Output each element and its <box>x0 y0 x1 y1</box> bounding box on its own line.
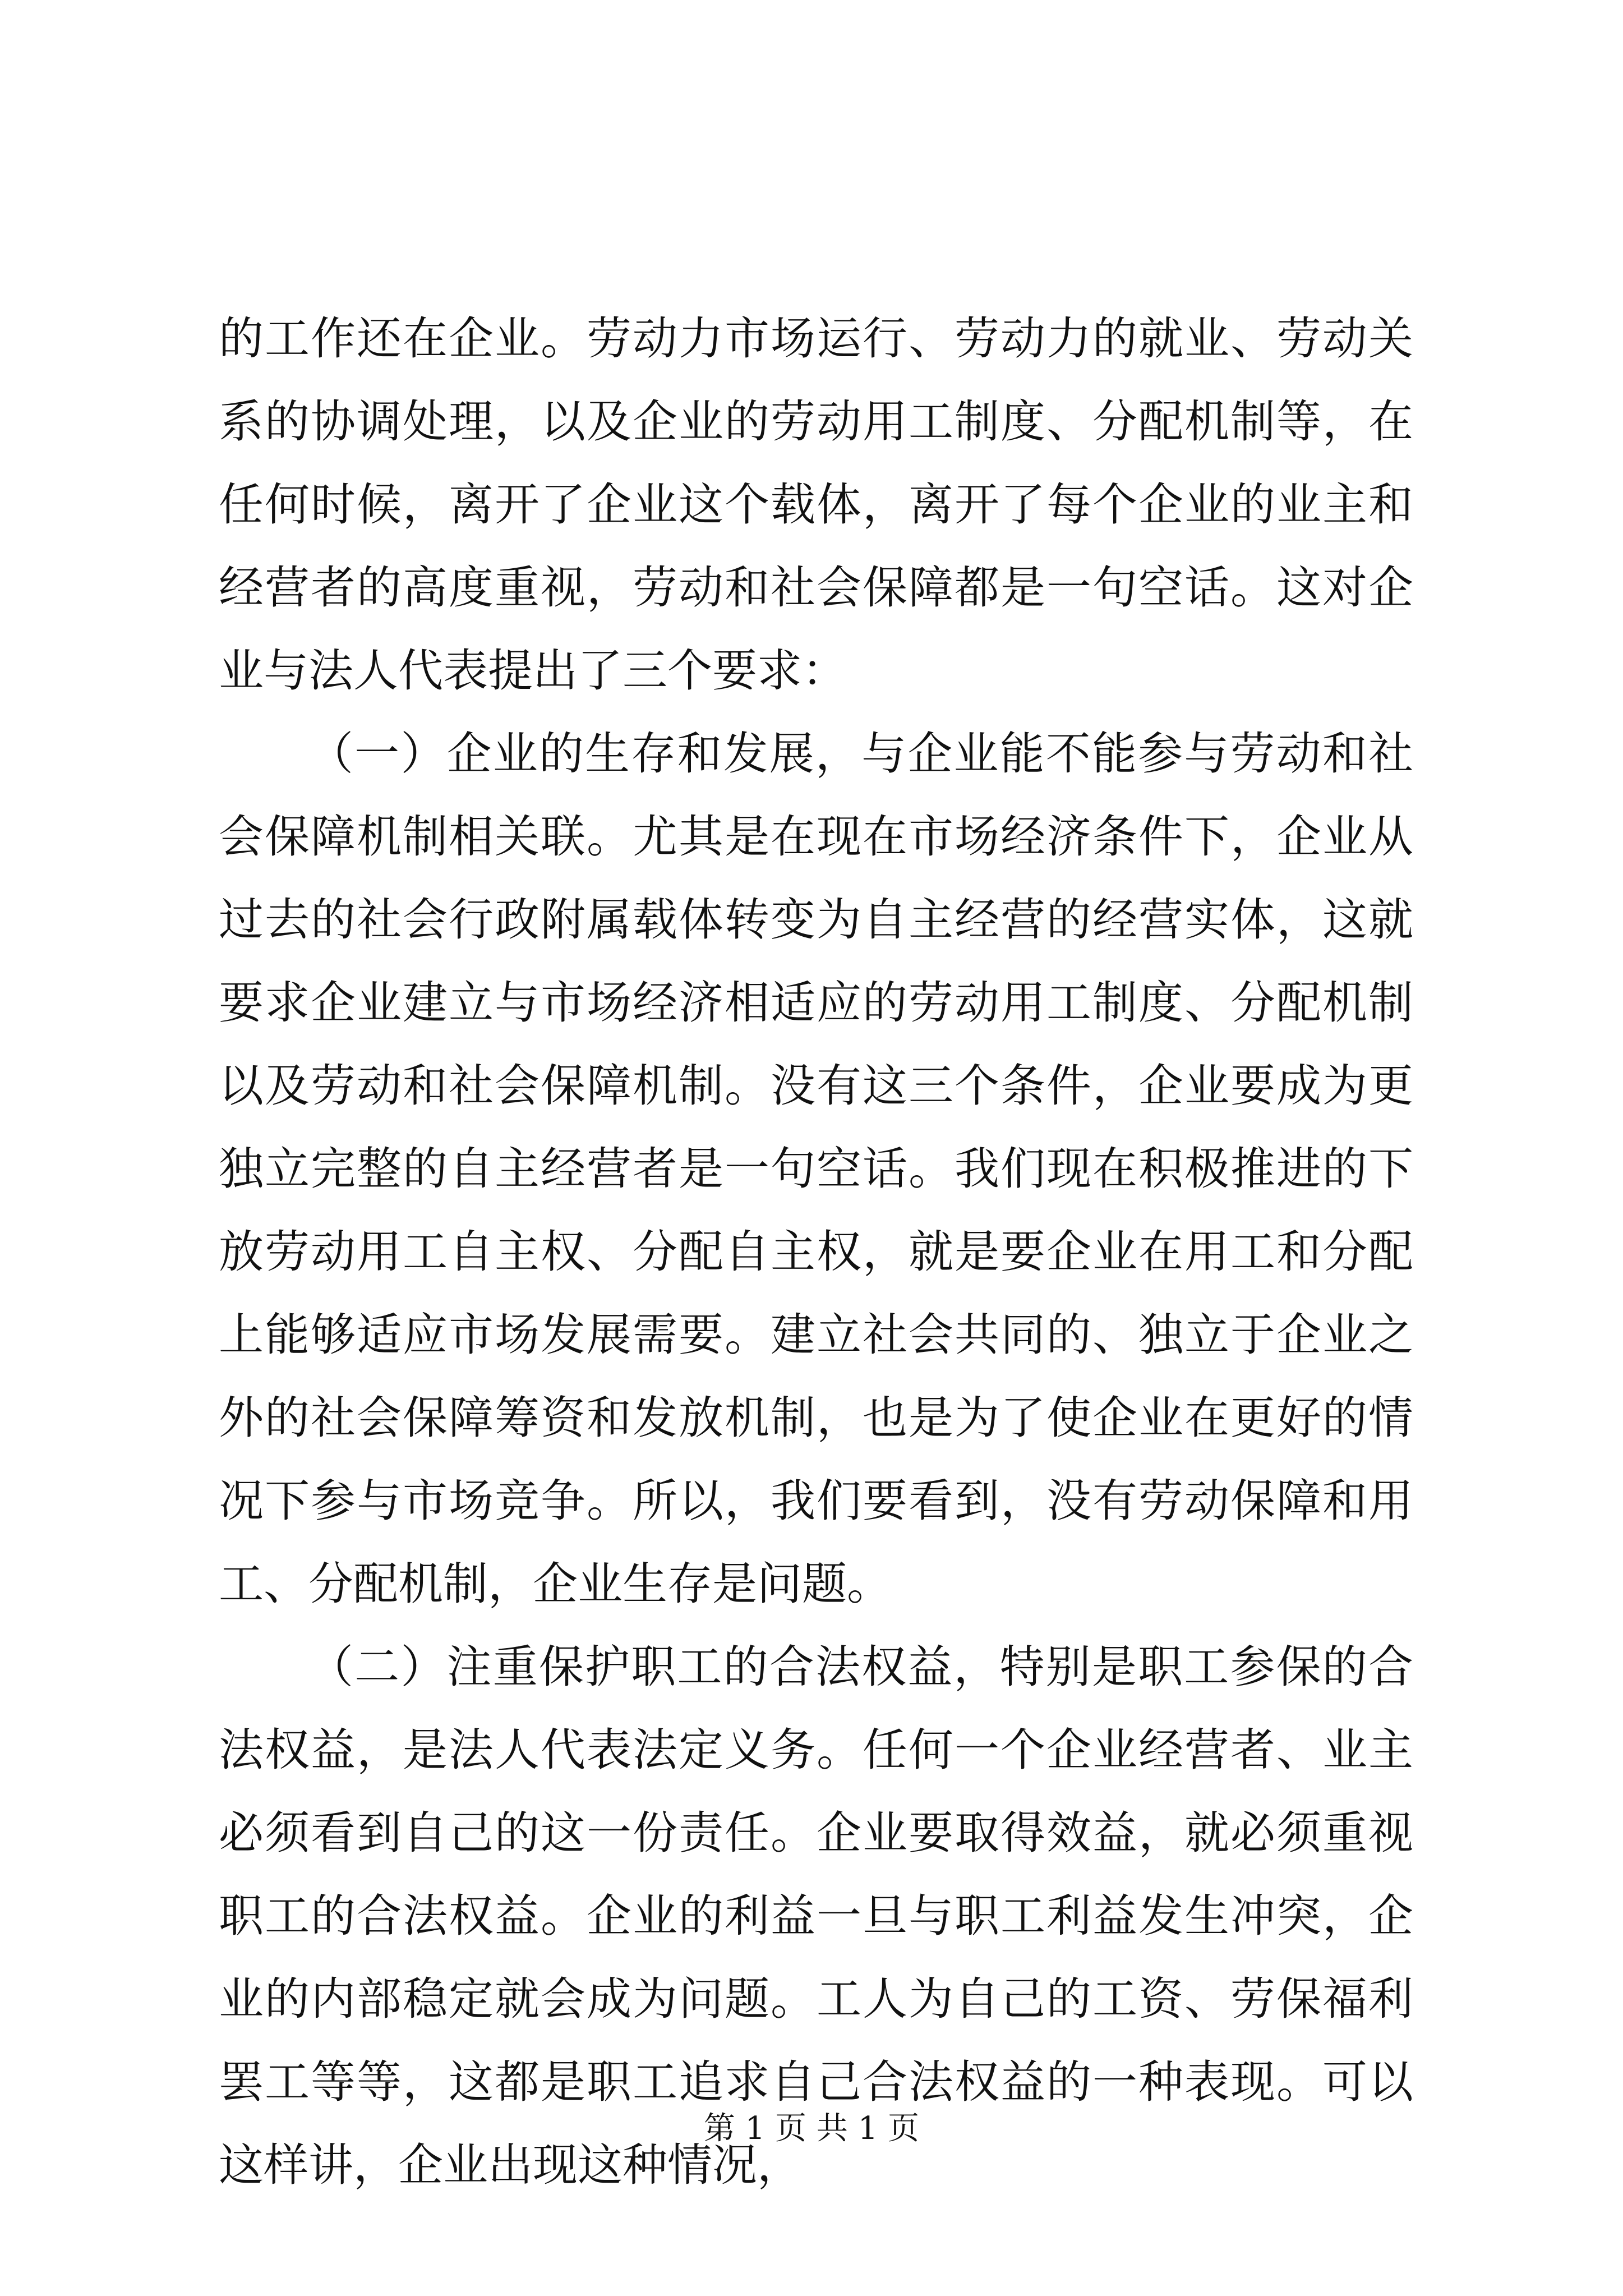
document-body <box>219 297 1413 2207</box>
paragraph-continuation: 的工作还在企业。劳动力市场运行、劳动力的就业、劳动关系的协调处理，以及企业的劳动用工制度、分配机制等，在任何时候，离开了企业这个载体，离开了每个企业的业主和经营者的高度重视，劳动和社会保障都是一句空话。这对企业与法人代表提出了三个要求： <box>219 312 1413 697</box>
page-footer: 第 1 页 共 1 页 <box>703 2110 920 2147</box>
paragraph-point-two: （二）注重保护职工的合法权益，特别是职工参保的合法权益，是法人代表法定义务。任何一个企业经营者、业主必须看到自己的这一份责任。企业要取得效益，就必须重视职工的合法权益。企业的利益一旦与职工利益发生冲突，企业的内部稳定就会成为问题。工人为自己的工资、劳保福利罢工等等，这都是职工追求自己合法权益的一种表现。可以这样讲，企业出现这种情况， <box>219 1641 1413 2191</box>
paragraph-point-one: （一）企业的生存和发展，与企业能不能参与劳动和社会保障机制相关联。尤其是在现在市场经济条件下，企业从过去的社会行政附属载体转变为自主经营的经营实体，这就要求企业建立与市场经济相适应的劳动用工制度、分配机制以及劳动和社会保障机制。没有这三个条件，企业要成为更独立完整的自主经营者是一句空话。我们现在积极推进的下放劳动用工自主权、分配自主权，就是要企业在用工和分配上能够适应市场发展需要。建立社会共同的、独立于企业之外的社会保障筹资和发放机制，也是为了使企业在更好的情况下参与市场竞争。所以，我们要看到，没有劳动保障和用工、分配机制，企业生存是问题。 <box>219 728 1413 1610</box>
